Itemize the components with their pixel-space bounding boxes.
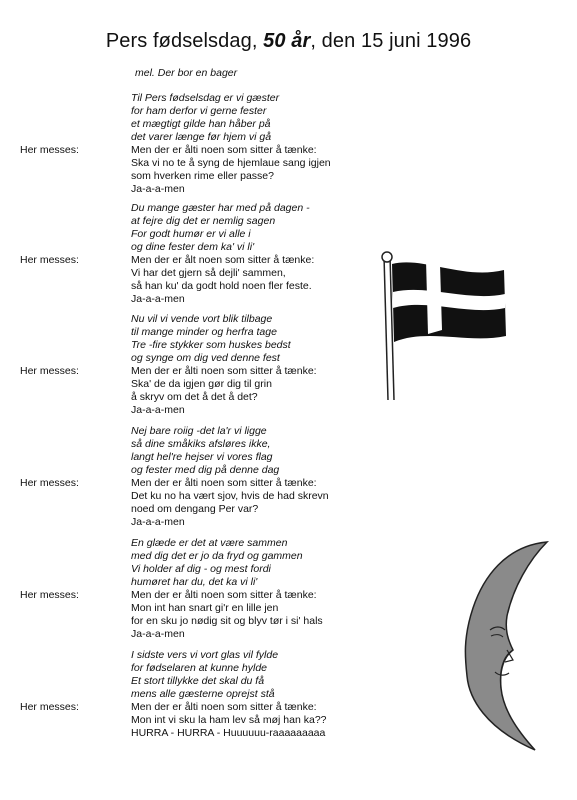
verse-6-line: I sidste vers vi vort glas vil fylde [131, 649, 279, 661]
verse-4-line: Nej bare roiig -det la'r vi ligge [131, 425, 267, 437]
verse-6-chorus-line: HURRA - HURRA - Huuuuuu-raaaaaaaaa [131, 727, 326, 739]
verse-1-chorus-line: Ska vi no te å syng de hjemlaue sang igjen [131, 157, 331, 169]
verse-5-chorus-line: Mon int han snart gi'r en lille jen [131, 602, 279, 614]
verse-4-chorus-line: Det ku no ha vært sjov, hvis de had skrevn [131, 490, 329, 502]
verse-5-chorus-line: for en sku jo nødig sit og blyv tør i si' hals [131, 615, 323, 627]
danish-flag-illustration [368, 250, 508, 400]
verse-2-line: For godt humør er vi alle i [131, 228, 251, 240]
verse-3-line: til mange minder og herfra tage [131, 326, 277, 338]
verse-2-chorus-line: Vi har det gjern så dejli' sammen, [131, 267, 286, 279]
verse-5-chorus-line: Men der er ålti noen som sitter å tænke: [131, 589, 317, 601]
verse-1-line: Til Pers fødselsdag er vi gæster [131, 92, 280, 104]
verse-3-line: Tre -fire stykker som huskes bedst [131, 339, 291, 351]
verse-2-line: og dine fester dem ka' vi li' [131, 241, 255, 253]
verse-4-line: langt hel're hejser vi vores flag [131, 451, 273, 463]
her-messes-label: Her messes: [20, 254, 79, 266]
verse-4-chorus-line: noed om dengang Per var? [131, 503, 259, 515]
verse-2-chorus-line: Men der er ålt noen som sitter å tænke: [131, 254, 315, 266]
verse-1-line: det varer længe før hjem vi gå [131, 131, 272, 143]
her-messes-label: Her messes: [20, 589, 79, 601]
verse-1-line: for ham derfor vi gerne fester [131, 105, 267, 117]
verse-6-chorus-line: Men der er ålti noen som sitter å tænke: [131, 701, 317, 713]
page-title [0, 30, 577, 53]
verse-6-line: Et stort tillykke det skal du få [131, 675, 265, 687]
verse-2-line: Du mange gæster har med på dagen - [131, 202, 310, 214]
verse-3-chorus-line: Men der er ålti noen som sitter å tænke: [131, 365, 317, 377]
verse-5-line: Vi holder af dig - og mest fordi [131, 563, 271, 575]
verse-1-chorus-line: Men der er ålti noen som sitter å tænke: [131, 144, 317, 156]
title-suffix: , den 15 juni 1996 [310, 30, 472, 52]
verse-3-chorus-line: å skryv om det å det å det? [131, 391, 258, 403]
verse-1-chorus-line: Ja-a-a-men [131, 183, 185, 195]
her-messes-label: Her messes: [20, 365, 79, 377]
crescent-moon-face-illustration [395, 538, 570, 753]
her-messes-label: Her messes: [20, 701, 79, 713]
verse-2-chorus-line: så han ku' da godt hold noen fler feste. [131, 280, 312, 292]
verse-5-line: humøret har du, det ka vi li' [131, 576, 258, 588]
verse-5-line: med dig det er jo da fryd og gammen [131, 550, 303, 562]
her-messes-label: Her messes: [20, 477, 79, 489]
verse-3-chorus-line: Ska' de da igjen gør dig til grin [131, 378, 272, 390]
verse-1-line: et mægtigt gilde han håber på [131, 118, 271, 130]
verse-3-line: Nu vil vi vende vort blik tilbage [131, 313, 273, 325]
title-prefix: Pers fødselsdag, [105, 30, 264, 52]
verse-3-line: og synge om dig ved denne fest [131, 352, 280, 364]
verse-4-line: så dine småkiks afsløres ikke, [131, 438, 271, 450]
verse-6-line: for fødselaren at kunne hylde [131, 662, 267, 674]
verse-2-chorus-line: Ja-a-a-men [131, 293, 185, 305]
verse-6-line: mens alle gæsterne oprejst stå [131, 688, 275, 700]
verse-4-line: og fester med dig på denne dag [131, 464, 280, 476]
melody-note: mel. Der bor en bager [135, 67, 238, 79]
verse-6-chorus-line: Mon int vi sku la ham lev så møj han ka?? [131, 714, 327, 726]
verse-3-chorus-line: Ja-a-a-men [131, 404, 185, 416]
verse-5-chorus-line: Ja-a-a-men [131, 628, 185, 640]
verse-5-line: En glæde er det at være sammen [131, 537, 288, 549]
verse-4-chorus-line: Men der er ålti noen som sitter å tænke: [131, 477, 317, 489]
verse-1-chorus-line: som hverken rime eller passe? [131, 170, 274, 182]
verse-4-chorus-line: Ja-a-a-men [131, 516, 185, 528]
title-age: 50 år [263, 30, 311, 52]
verse-2-line: at fejre dig det er nemlig sagen [131, 215, 276, 227]
her-messes-label: Her messes: [20, 144, 79, 156]
